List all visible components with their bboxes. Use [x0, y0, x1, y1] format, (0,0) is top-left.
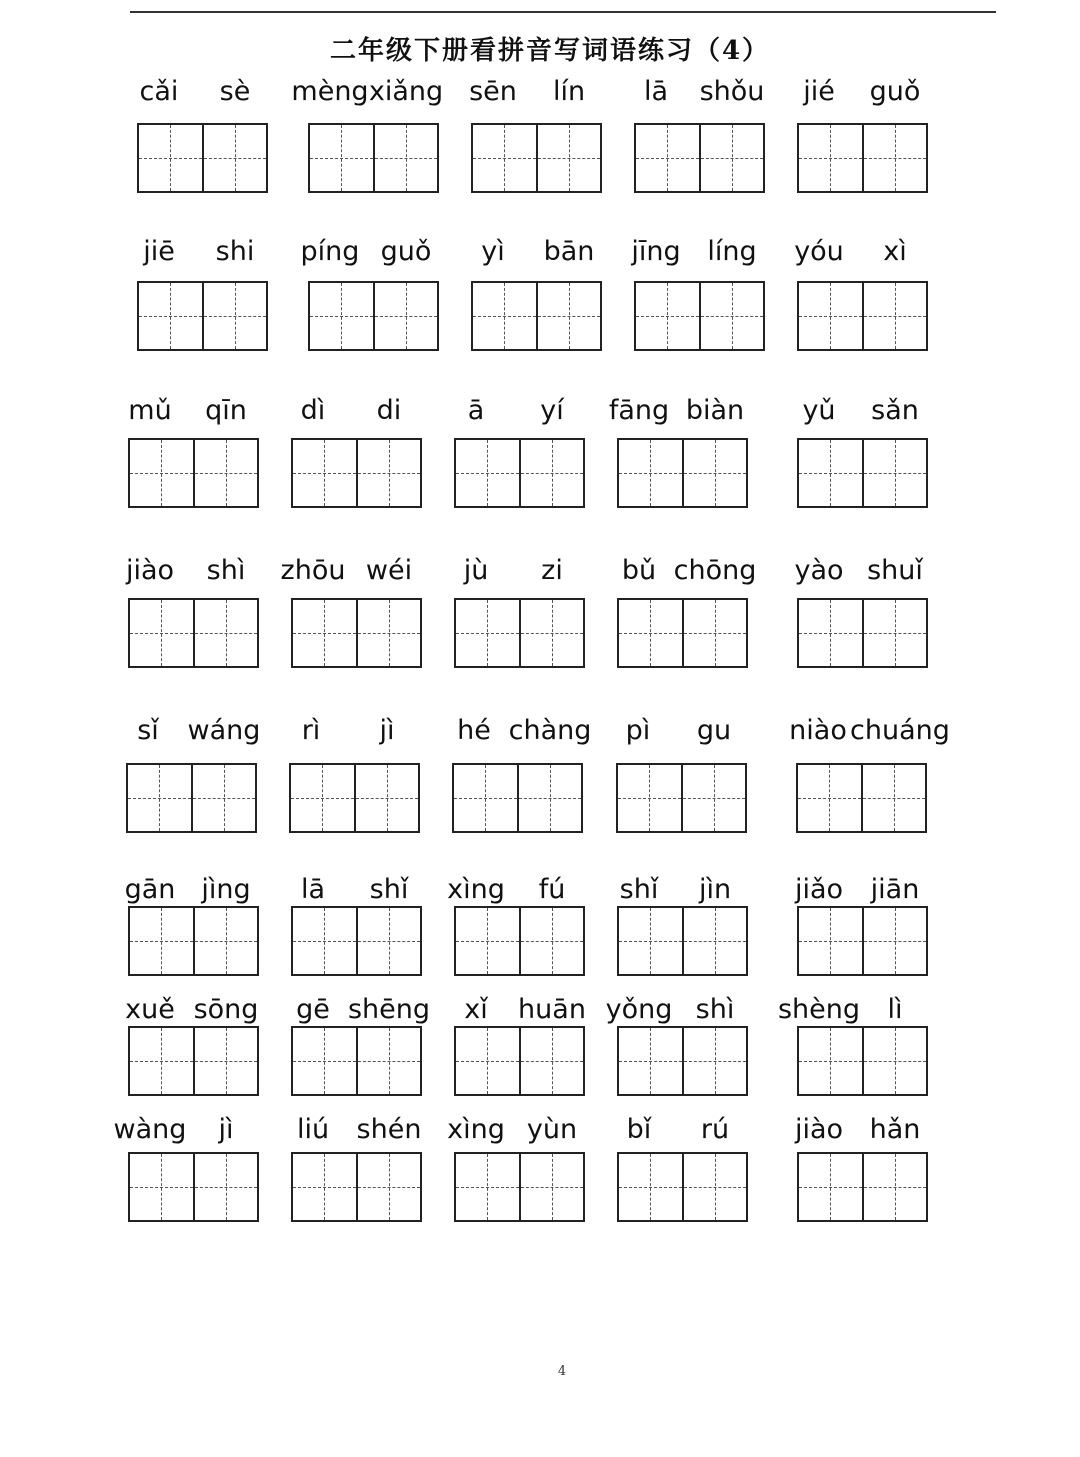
pinyin-syllable: mèng: [291, 76, 369, 107]
pinyin-label: [106, 872, 281, 908]
writing-grid: [617, 906, 748, 976]
page-number: 4: [557, 1364, 567, 1379]
pinyin-label: [612, 234, 787, 270]
pinyin-syllable: di: [376, 395, 402, 426]
pinyin-syllable: líng: [707, 236, 757, 267]
tianzige-cell[interactable]: [202, 283, 267, 349]
pinyin-syllable: dì: [300, 395, 326, 426]
tianzige-cell[interactable]: [862, 283, 927, 349]
pinyin-label: [775, 992, 950, 1028]
pinyin-syllable: shǒu: [699, 76, 765, 107]
pinyin-syllable: yǒng: [605, 994, 673, 1025]
pinyin-label: [106, 1112, 281, 1148]
tianzige-cell[interactable]: [456, 440, 519, 506]
page-title: 二年级下册看拼音写词语练习（4）: [329, 36, 771, 66]
tianzige-cell[interactable]: [293, 600, 356, 666]
pinyin-syllable: biàn: [685, 395, 745, 426]
pinyin-syllable: hé: [457, 715, 491, 746]
pinyin-label: [595, 1112, 770, 1148]
tianzige-cell[interactable]: [799, 125, 862, 191]
pinyin-label: [432, 1112, 607, 1148]
tianzige-cell[interactable]: [130, 1154, 193, 1220]
pinyin-syllable: jiān: [870, 874, 920, 905]
pinyin-syllable: sōng: [193, 994, 259, 1025]
tianzige-cell[interactable]: [456, 600, 519, 666]
tianzige-cell[interactable]: [862, 1028, 927, 1094]
writing-grid: [137, 281, 268, 351]
tianzige-cell[interactable]: [356, 1028, 421, 1094]
writing-grid: [128, 438, 259, 508]
pinyin-label: [595, 393, 770, 429]
tianzige-cell[interactable]: [193, 1154, 258, 1220]
tianzige-cell[interactable]: [536, 125, 601, 191]
writing-grid: [454, 438, 585, 508]
tianzige-cell[interactable]: [799, 1028, 862, 1094]
writing-grid: [128, 1026, 259, 1096]
pinyin-label: [106, 992, 281, 1028]
pinyin-label: [115, 74, 290, 110]
tianzige-cell[interactable]: [356, 1154, 421, 1220]
tianzige-cell[interactable]: [310, 125, 373, 191]
tianzige-cell[interactable]: [799, 283, 862, 349]
pinyin-syllable: shǐ: [619, 874, 659, 905]
pinyin-syllable: ā: [467, 395, 485, 426]
pinyin-syllable: gān: [124, 874, 176, 905]
pinyin-syllable: lā: [643, 76, 669, 107]
writing-grid: [128, 1152, 259, 1222]
tianzige-cell[interactable]: [193, 1028, 258, 1094]
tianzige-cell[interactable]: [862, 1154, 927, 1220]
tianzige-cell[interactable]: [862, 908, 927, 974]
pinyin-syllable: zi: [541, 555, 563, 586]
tianzige-cell[interactable]: [619, 1028, 682, 1094]
pinyin-label: [595, 872, 770, 908]
tianzige-cell[interactable]: [139, 283, 202, 349]
tianzige-cell[interactable]: [862, 125, 927, 191]
writing-grid: [454, 598, 585, 668]
writing-grid: [617, 1026, 748, 1096]
pinyin-label: [432, 992, 607, 1028]
pinyin-syllable: liú: [296, 1114, 330, 1145]
pinyin-syllable: zhōu: [280, 555, 346, 586]
writing-grid: [616, 763, 747, 833]
tianzige-cell[interactable]: [293, 908, 356, 974]
pinyin-syllable: bǐ: [626, 1114, 652, 1145]
tianzige-cell[interactable]: [517, 765, 582, 831]
pinyin-syllable: shi: [215, 236, 255, 267]
tianzige-cell[interactable]: [293, 1028, 356, 1094]
pinyin-label: [775, 393, 950, 429]
pinyin-label: [595, 992, 770, 1028]
tianzige-cell[interactable]: [681, 765, 746, 831]
pinyin-label: [612, 74, 787, 110]
pinyin-syllable: jì: [218, 1114, 234, 1145]
pinyin-syllable: lín: [552, 76, 586, 107]
tianzige-cell[interactable]: [519, 1154, 584, 1220]
tianzige-cell[interactable]: [536, 283, 601, 349]
pinyin-syllable: shì: [695, 994, 735, 1025]
tianzige-cell[interactable]: [699, 125, 764, 191]
pinyin-syllable: hǎn: [869, 1114, 921, 1145]
pinyin-syllable: xǐ: [464, 994, 488, 1025]
writing-grid: [797, 281, 928, 351]
tianzige-cell[interactable]: [519, 600, 584, 666]
tianzige-cell[interactable]: [193, 600, 258, 666]
tianzige-cell[interactable]: [354, 765, 419, 831]
pinyin-label: [595, 553, 770, 589]
tianzige-cell[interactable]: [682, 1028, 747, 1094]
pinyin-label: [286, 234, 461, 270]
tianzige-cell[interactable]: [456, 1028, 519, 1094]
pinyin-syllable: wàng: [113, 1114, 187, 1145]
pinyin-label: [775, 872, 950, 908]
writing-grid: [797, 1026, 928, 1096]
tianzige-cell[interactable]: [128, 765, 191, 831]
pinyin-syllable: jiào: [125, 555, 175, 586]
pinyin-label: [430, 713, 605, 749]
tianzige-cell[interactable]: [619, 440, 682, 506]
tianzige-cell[interactable]: [799, 1154, 862, 1220]
tianzige-cell[interactable]: [699, 283, 764, 349]
pinyin-label: [449, 234, 624, 270]
pinyin-syllable: shuǐ: [867, 555, 923, 586]
tianzige-cell[interactable]: [519, 1028, 584, 1094]
tianzige-cell[interactable]: [373, 283, 438, 349]
writing-grid: [454, 906, 585, 976]
writing-grid: [471, 123, 602, 193]
tianzige-cell[interactable]: [682, 600, 747, 666]
writing-grid: [128, 906, 259, 976]
tianzige-cell[interactable]: [799, 600, 862, 666]
tianzige-cell[interactable]: [139, 125, 202, 191]
tianzige-cell[interactable]: [519, 440, 584, 506]
pinyin-syllable: sēn: [469, 76, 517, 107]
pinyin-syllable: sǎn: [871, 395, 919, 426]
pinyin-syllable: jié: [803, 76, 835, 107]
tianzige-cell[interactable]: [682, 440, 747, 506]
pinyin-syllable: yào: [794, 555, 844, 586]
pinyin-syllable: gē: [296, 994, 330, 1025]
pinyin-syllable: shèng: [777, 994, 861, 1025]
tianzige-cell[interactable]: [291, 765, 354, 831]
pinyin-label: [432, 553, 607, 589]
pinyin-syllable: chōng: [673, 555, 757, 586]
tianzige-cell[interactable]: [636, 283, 699, 349]
tianzige-cell[interactable]: [356, 600, 421, 666]
writing-grid: [128, 598, 259, 668]
pinyin-syllable: jì: [379, 715, 395, 746]
pinyin-syllable: fú: [538, 874, 566, 905]
tianzige-cell[interactable]: [356, 440, 421, 506]
pinyin-label: [286, 74, 461, 110]
pinyin-syllable: wéi: [365, 555, 413, 586]
writing-grid: [797, 598, 928, 668]
pinyin-label: [594, 713, 769, 749]
pinyin-syllable: xuě: [125, 994, 175, 1025]
tianzige-cell[interactable]: [473, 283, 536, 349]
pinyin-syllable: yì: [481, 236, 505, 267]
pinyin-label: [449, 74, 624, 110]
pinyin-syllable: xìng: [447, 1114, 505, 1145]
pinyin-syllable: bǔ: [621, 555, 657, 586]
pinyin-label: [104, 713, 279, 749]
writing-grid: [471, 281, 602, 351]
pinyin-syllable: shēng: [347, 994, 431, 1025]
writing-grid: [291, 438, 422, 508]
pinyin-syllable: xì: [883, 236, 907, 267]
tianzige-cell[interactable]: [130, 908, 193, 974]
tianzige-cell[interactable]: [454, 765, 517, 831]
pinyin-syllable: shǐ: [369, 874, 409, 905]
pinyin-label: [269, 872, 444, 908]
pinyin-syllable: lā: [300, 874, 326, 905]
pinyin-syllable: gu: [696, 715, 732, 746]
tianzige-cell[interactable]: [193, 440, 258, 506]
pinyin-syllable: xìng: [447, 874, 505, 905]
tianzige-cell[interactable]: [862, 440, 927, 506]
tianzige-cell[interactable]: [861, 765, 926, 831]
pinyin-syllable: huān: [518, 994, 586, 1025]
tianzige-cell[interactable]: [682, 908, 747, 974]
writing-grid: [454, 1026, 585, 1096]
pinyin-label: [269, 393, 444, 429]
pinyin-syllable: wáng: [187, 715, 261, 746]
pinyin-syllable: shì: [206, 555, 246, 586]
tianzige-cell[interactable]: [798, 765, 861, 831]
writing-grid: [291, 906, 422, 976]
tianzige-cell[interactable]: [619, 908, 682, 974]
pinyin-label: [774, 713, 949, 749]
tianzige-cell[interactable]: [293, 440, 356, 506]
pinyin-syllable: guǒ: [380, 236, 432, 267]
tianzige-cell[interactable]: [456, 1154, 519, 1220]
tianzige-cell[interactable]: [356, 908, 421, 974]
tianzige-cell[interactable]: [130, 1028, 193, 1094]
pinyin-syllable: jù: [463, 555, 489, 586]
tianzige-cell[interactable]: [310, 283, 373, 349]
tianzige-cell[interactable]: [193, 908, 258, 974]
pinyin-syllable: jiǎo: [794, 874, 844, 905]
tianzige-cell[interactable]: [456, 908, 519, 974]
pinyin-syllable: guǒ: [869, 76, 921, 107]
pinyin-syllable: pì: [625, 715, 651, 746]
pinyin-syllable: lì: [887, 994, 903, 1025]
pinyin-syllable: sè: [219, 76, 251, 107]
writing-grid: [291, 598, 422, 668]
tianzige-cell[interactable]: [202, 125, 267, 191]
pinyin-syllable: yùn: [526, 1114, 578, 1145]
pinyin-syllable: rì: [301, 715, 321, 746]
writing-grid: [797, 1152, 928, 1222]
tianzige-cell[interactable]: [799, 908, 862, 974]
writing-grid: [452, 763, 583, 833]
pinyin-label: [106, 393, 281, 429]
pinyin-label: [269, 1112, 444, 1148]
writing-grid: [797, 906, 928, 976]
pinyin-label: [432, 393, 607, 429]
writing-grid: [291, 1152, 422, 1222]
tianzige-cell[interactable]: [519, 908, 584, 974]
writing-grid: [454, 1152, 585, 1222]
pinyin-syllable: niào: [789, 715, 847, 746]
pinyin-syllable: sǐ: [137, 715, 159, 746]
pinyin-syllable: yí: [540, 395, 564, 426]
writing-grid: [797, 438, 928, 508]
writing-grid: [308, 281, 439, 351]
tianzige-cell[interactable]: [293, 1154, 356, 1220]
writing-grid: [617, 1152, 748, 1222]
tianzige-cell[interactable]: [130, 600, 193, 666]
pinyin-syllable: bān: [543, 236, 595, 267]
pinyin-syllable: mǔ: [128, 395, 172, 426]
pinyin-syllable: jìn: [698, 874, 732, 905]
pinyin-label: [775, 553, 950, 589]
tianzige-cell[interactable]: [130, 440, 193, 506]
writing-grid: [634, 281, 765, 351]
pinyin-syllable: qīn: [205, 395, 247, 426]
tianzige-cell[interactable]: [473, 125, 536, 191]
pinyin-syllable: píng: [300, 236, 360, 267]
pinyin-label: [269, 553, 444, 589]
pinyin-syllable: yǔ: [802, 395, 836, 426]
writing-grid: [308, 123, 439, 193]
pinyin-syllable: jìng: [201, 874, 251, 905]
pinyin-syllable: yóu: [794, 236, 844, 267]
writing-grid: [797, 123, 928, 193]
tianzige-cell[interactable]: [682, 1154, 747, 1220]
tianzige-cell[interactable]: [799, 440, 862, 506]
tianzige-cell[interactable]: [618, 765, 681, 831]
pinyin-label: [269, 992, 444, 1028]
writing-grid: [126, 763, 257, 833]
pinyin-label: [115, 234, 290, 270]
pinyin-syllable: chàng: [508, 715, 592, 746]
pinyin-syllable: jiào: [794, 1114, 844, 1145]
pinyin-syllable: chuáng: [850, 715, 950, 746]
pinyin-syllable: fāng: [608, 395, 670, 426]
tianzige-cell[interactable]: [373, 125, 438, 191]
pinyin-label: [775, 74, 950, 110]
writing-grid: [291, 1026, 422, 1096]
pinyin-label: [432, 872, 607, 908]
tianzige-cell[interactable]: [619, 1154, 682, 1220]
pinyin-label: [106, 553, 281, 589]
writing-grid: [617, 598, 748, 668]
tianzige-cell[interactable]: [191, 765, 256, 831]
writing-grid: [137, 123, 268, 193]
tianzige-cell[interactable]: [862, 600, 927, 666]
pinyin-syllable: xiǎng: [368, 76, 444, 107]
pinyin-label: [775, 1112, 950, 1148]
pinyin-syllable: jiē: [143, 236, 175, 267]
pinyin-syllable: jīng: [631, 236, 681, 267]
writing-grid: [289, 763, 420, 833]
tianzige-cell[interactable]: [636, 125, 699, 191]
pinyin-syllable: rú: [700, 1114, 730, 1145]
pinyin-label: [775, 234, 950, 270]
writing-grid: [796, 763, 927, 833]
writing-grid: [617, 438, 748, 508]
pinyin-syllable: cǎi: [139, 76, 179, 107]
pinyin-label: [267, 713, 442, 749]
writing-grid: [634, 123, 765, 193]
tianzige-cell[interactable]: [619, 600, 682, 666]
pinyin-syllable: shén: [356, 1114, 422, 1145]
